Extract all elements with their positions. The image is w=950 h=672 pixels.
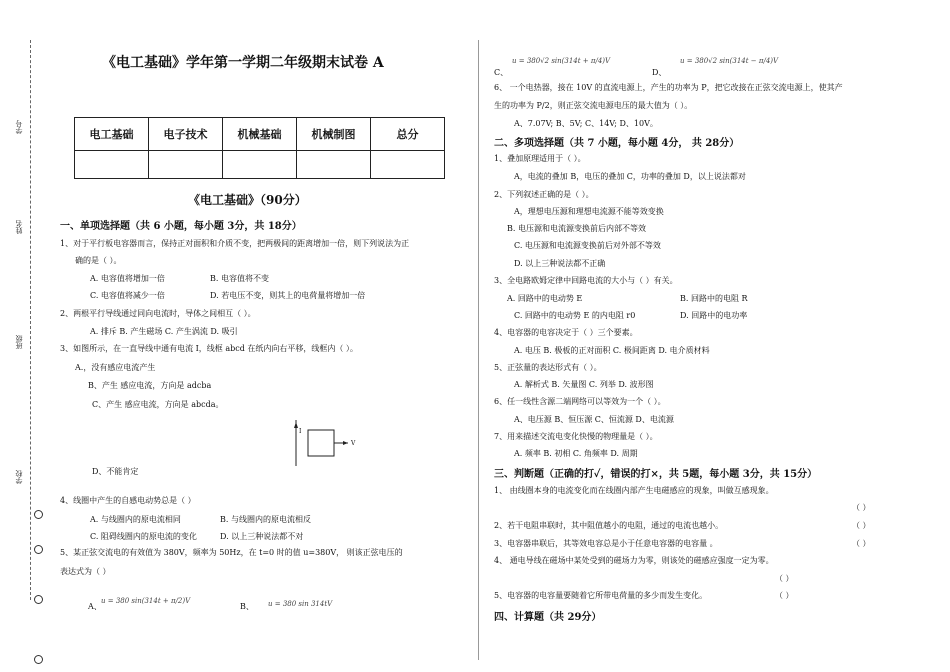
j2-text: 2、若干电阻串联时，其中阻值越小的电阻，通过的电流也越小。 (494, 521, 724, 530)
q6-options: A、7.07V; B、5V; C、14V; D、10V。 (514, 119, 658, 128)
score-header: 电工基础 (75, 118, 149, 151)
q3-figure (290, 418, 360, 468)
section-heading-3: 三、判断题（正确的打✓，错误的打×，共 5题，每小题 3分，共 15分） (494, 469, 818, 480)
score-header: 电子技术 (149, 118, 223, 151)
j2-answer-blank[interactable]: （ ） (852, 521, 871, 530)
section-subtitle: 《电工基础》（90分） (188, 193, 307, 207)
q5-option-b-label: B、 (240, 602, 254, 611)
q3-figure-current-label: I (299, 428, 302, 435)
score-cell[interactable] (371, 151, 445, 179)
q4-option-b: B. 与线圈内的原电流相反 (220, 515, 311, 524)
q3-option-a: A.，没有感应电流产生 (75, 363, 156, 372)
score-cell[interactable] (149, 151, 223, 179)
j3-answer-blank[interactable]: （ ） (852, 539, 871, 548)
margin-label-school: 学校 (15, 470, 23, 484)
q5-option-a-label: A、 (88, 602, 102, 611)
q2-text: 2、两根平行导线通过同向电流时，导体之间相互（ ）。 (60, 309, 256, 318)
m4-text: 4、电容器的电容决定于（ ）三个要素。 (494, 328, 638, 337)
q5-option-d-label: D、 (652, 68, 667, 77)
binding-hole (34, 545, 43, 554)
m2-option-d: D. 以上三种说法都不正确 (514, 259, 606, 268)
q6-text: 6、 一个电热器，接在 10V 的直流电源上，产生的功率为 P，把它改接在正弦交流电源上，使其产 (494, 83, 843, 92)
q4-option-c: C. 阻碍线圈内的原电流的变化 (90, 532, 197, 541)
q5-option-d-formula: u = 380√2 sin(314t − π/4)V (680, 57, 779, 65)
q5-option-c-label: C、 (494, 68, 509, 77)
section-heading-4: 四、计算题（共 29分） (494, 612, 602, 623)
q3-option-d: D、不能肯定 (92, 467, 139, 476)
m4-options: A. 电压 B. 极板的正对面积 C. 极间距离 D. 电介质材料 (514, 346, 710, 355)
binding-hole (34, 655, 43, 664)
column-divider (478, 40, 479, 660)
m3-option-d: D. 回路中的电功率 (680, 311, 748, 320)
q1-option-d: D. 若电压不变，则其上的电荷量将增加一倍 (210, 291, 366, 300)
binding-hole (34, 510, 43, 519)
q3-figure-velocity-label: V (351, 440, 356, 447)
m3-option-a: A. 回路中的电动势 E (507, 294, 583, 303)
q3-option-c: C、产生 感应电流，方向是 abcda。 (92, 400, 224, 409)
q3-text: 3、如图所示，在一直导线中通有电流 I，线框 abcd 在纸内向右平移，线框内（ ）。 (60, 344, 358, 353)
q4-option-d: D. 以上三种说法都不对 (220, 532, 304, 541)
j5-text: 5、电容器的电容量要随着它所带电荷量的多少而发生变化。 (494, 591, 708, 600)
m3-option-b: B. 回路中的电阻 R (680, 294, 748, 303)
m7-text: 7、用来描述交流电变化快慢的物理量是（ ）。 (494, 432, 658, 441)
section-heading-1: 一、单项选择题（共 6 小题，每小题 3分，共 18分） (60, 221, 302, 232)
m2-option-c: C. 电压源和电流源变换前后对外部不等效 (514, 241, 661, 250)
m6-options: A、电压源 B、恒压源 C、恒流源 D、电流源 (514, 415, 674, 424)
m2-option-b: B. 电压源和电流源变换前后内部不等效 (507, 224, 646, 233)
m1-text: 1、叠加原理适用于（ ）。 (494, 154, 586, 163)
score-header: 机械基础 (223, 118, 297, 151)
score-header: 总分 (371, 118, 445, 151)
score-table (74, 117, 445, 179)
m3-option-c: C. 回路中的电动势 E 的内电阻 r0 (514, 311, 636, 320)
q3-option-b: B、产生 感应电流，方向是 adcba (88, 381, 212, 390)
m7-options: A. 频率 B. 初相 C. 角频率 D. 周期 (514, 449, 638, 458)
q5-text-cont: 表达式为（ ） (60, 567, 111, 576)
section-heading-2: 二、多项选择题（共 7 小题，每小题 4分， 共 28分） (494, 138, 740, 149)
margin-label-name: 姓名 (15, 220, 23, 234)
m2-text: 2、下列叙述正确的是（ ）。 (494, 190, 594, 199)
j3-text: 3、电容器串联后，其等效电容总是小于任意电容器的电容量 。 (494, 539, 718, 548)
j1-answer-blank[interactable]: （ ） (852, 503, 871, 512)
m1-options: A，电流的叠加 B，电压的叠加 C，功率的叠加 D，以上说法都对 (514, 172, 746, 181)
m5-options: A. 解析式 B. 矢量图 C. 列举 D. 波形图 (514, 380, 654, 389)
q1-option-a: A. 电容值将增加一倍 (90, 274, 165, 283)
score-cell[interactable] (297, 151, 371, 179)
binding-hole (34, 595, 43, 604)
m6-text: 6、任一线性含源二端网络可以等效为一个（ ）。 (494, 397, 666, 406)
q5-text: 5、某正弦交流电的有效值为 380V，频率为 50Hz，在 t=0 时的值 u=380V， 则该正弦电压的 (60, 548, 403, 557)
score-cell[interactable] (223, 151, 297, 179)
margin-label-class: 班级 (15, 335, 23, 349)
q1-option-c: C. 电容值将减少一倍 (90, 291, 165, 300)
q1-text-cont: 确的是（ ）。 (75, 256, 122, 265)
m2-option-a: A，理想电压源和理想电流源不能等效变换 (514, 207, 664, 216)
q1-text: 1、对于平行板电容器而言，保持正对面积和介质不变，把两极间的距离增加一倍，则下列说法为正 (60, 239, 410, 248)
j5-answer-blank[interactable]: （ ） (775, 591, 794, 600)
q4-text: 4、线圈中产生的自感电动势总是（ ） (60, 496, 196, 505)
exam-title: 《电工基础》学年第一学期二年级期末试卷 A (102, 55, 384, 71)
binding-line (30, 40, 31, 600)
score-header: 机械制图 (297, 118, 371, 151)
q5-option-a-formula: u = 380 sin(314t + π/2)V (101, 597, 191, 605)
margin-label-student-id: 学号 (15, 120, 23, 134)
j4-text: 4、 通电导线在磁场中某处受到的磁场力为零，则该处的磁感应强度一定为零。 (494, 556, 774, 565)
q2-options: A. 排斥 B. 产生磁场 C. 产生涡流 D. 吸引 (90, 327, 238, 336)
q6-text-cont: 生的功率为 P/2，则正弦交流电源电压的最大值为（ ）。 (494, 101, 693, 110)
m3-text: 3、全电路欧姆定律中回路电流的大小与（ ）有关。 (494, 276, 678, 285)
j1-text: 1、 由线圈本身的电流变化而在线圈内部产生电磁感应的现象，叫做互感现象。 (494, 486, 774, 495)
q4-option-a: A. 与线圈内的原电流相同 (90, 515, 181, 524)
q5-option-b-formula: u = 380 sin 314tV (268, 600, 333, 608)
q1-option-b: B. 电容值将不变 (210, 274, 269, 283)
q5-option-c-formula: u = 380√2 sin(314t + π/4)V (512, 57, 611, 65)
score-cell[interactable] (75, 151, 149, 179)
j4-answer-blank[interactable]: （ ） (775, 574, 794, 583)
m5-text: 5、正弦量的表达形式有（ ）。 (494, 363, 602, 372)
